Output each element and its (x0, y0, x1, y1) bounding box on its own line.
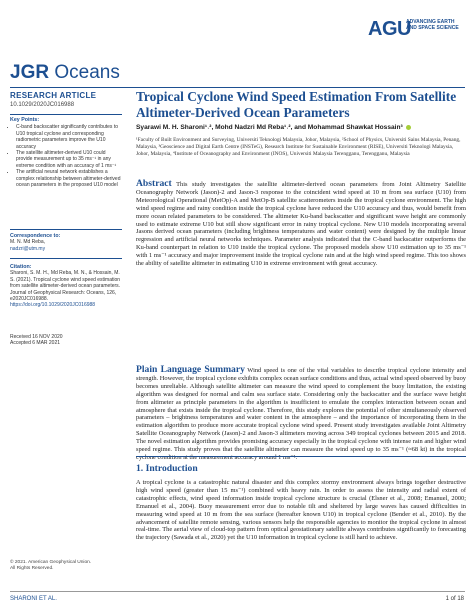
citation-doi-link[interactable]: https://doi.org/10.1029/2020JC016988 (10, 302, 96, 309)
correspondence-email[interactable]: nadzri@utm.my (10, 245, 46, 252)
author-list (136, 124, 466, 131)
abstract-text: This study investigates the satellite altimeter-derived ocean parameters from Joint Altimetry Satellite Oceanography Network (Jason)-2 and Jason-3 response to the coincident wind speed at 10 m from sea surface (U10) from Meteorological Operational (MetOp)-A and MetOp-B satellite scatterometers inside the tropical cyclone environment. The high wind speed regime and rainy condition inside the tropical cyclone have reduced the U10 accuracy and thus, would benefit from more ocean related parameters to be considered. The altimeter Ku-band backscatter and significant wave height are commonly used to estimate extreme U10 but still show significant error in rainy tropical cyclone. New U10 models incorporating several Jasons derived ocean parameters (including brightness temperatures and water content) were designed by the multiple linear regression and artificial neural networks techniques. Parameter analysis indicated that the C-band backscatter outperforms the Ku-band counterpart in relation to U10 inside the tropical cyclone. The proposed models show U10 estimation up to 35 ms⁻¹ with 1 ms⁻¹ accuracy and major improvement inside the tropical cyclone rain and at the high wind speed regime. This too shows the ability of satellite altimeter in estimating U10 in extreme environment with great accuracy. (136, 181, 466, 268)
copyright (10, 560, 122, 572)
agu-logo (368, 10, 468, 46)
journal-name-rest: Oceans (49, 62, 120, 83)
abstract-heading: Abstract (136, 178, 172, 189)
abstract (136, 180, 466, 268)
article-doi[interactable]: 10.1029/2020JC016988 (10, 102, 75, 108)
article-title: Tropical Cyclone Wind Speed Estimation From Satellite Altimeter-Derived Ocean Parameters (136, 89, 457, 120)
dates (10, 334, 122, 347)
citation-heading: Citation: (10, 264, 32, 270)
article-type: RESEARCH ARTICLE (10, 91, 97, 100)
section-heading-introduction: 1. Introduction (136, 463, 198, 474)
citation (10, 264, 122, 309)
list-item: • C-band backscatter significantly contributes to U10 tropical cyclone and corresponding radiometric parameters improve the U10 accuracy (16, 124, 122, 150)
correspondence (10, 233, 122, 252)
journal-name-bold: JGR (10, 62, 50, 83)
agu-logo-subtitle: ADVANCING EARTH AND SPACE SCIENCE (406, 19, 459, 31)
introduction-text: A tropical cyclone is a catastrophic natural disaster and this complex stormy environment always brings together destructive high wind speed (greater than 15 ms⁻¹) combined with heavy rain. In order to assess the intensity and radial extent of catastrophic effects, wind speed information inside tropical cyclone structure is crucial (Elsner et al., 2008; Emanuel, 2000; Emanuel et al., 2004). Buoy measurement error due to notable tilt and sheltered by large waves has caused difficulties in measuring wind speed at 10 m from the sea surface (hereafter known U10) in tropical cyclone (Bender et al., 2010). By the advancement of satellite remote sensing, various sensors help the responsible agencies to monitor the tropical cyclone in almost real-time. The aerial view of cloud-top pattern from optical geostationary satellite always contributes significantly to forecasting the trajectory (Sawada et al., 2020) yet the U10 information in tropical cyclone is still hard to achieve. (136, 479, 466, 542)
plain-language-summary (136, 366, 466, 462)
orcid-icon[interactable] (406, 125, 411, 130)
header-divider (10, 87, 465, 88)
list-item: • The satellite altimeter-derived U10 could provide measurement up to 35 ms⁻¹ in any extreme condition with an accuracy of 1 ms⁻¹ (16, 150, 122, 169)
key-points-heading: Key Points: (10, 117, 40, 123)
sidebar-divider (10, 258, 122, 259)
citation-text: Sharoni, S. M. H., Md Reba, M. N., & Hossain, M. S. (2021). Tropical cyclone wind speed estimation from satellite altimeter-derived ocean parameters. Journal of Geophysical Research: Oceans, 126, e2020JC016988. (10, 270, 121, 303)
pls-text: Wind speed is one of the vital variables to describe tropical cyclone intensity and strength. However, the tropical cyclone exhibits complex ocean surface conditions and thus, actual wind speed observed by buoy becomes unreliable. Although satellite altimeter can measure the wind speed to complement the buoy limitation, the existing algorithm was designed for normal and calm sea surface state. Considering only the backscatter and the surface wave height from altimeter as principle parameters in the algorithm is insufficient to emulate the complex interaction between ocean and atmosphere that exists inside the tropical cyclone. Therefore, this study explores the potential of other simultaneously observed parameters – brightness temperatures and water content in the atmosphere – and the importance of incorporating them in the estimation algorithm to produce more accurate tropical cyclone wind speed. Present study investigates available Joint Altimetry Satellite Oceanography Network (Jason)-2 and Jason-3 altimeters moving across 349 tropical cyclones between 2015 and 2018. The novel estimation algorithm provides promising accuracy especially in the tropical cyclone with intense rain and higher wind speed regime. This study proves that the satellite altimeter can measure the wind speed up to 35 ms⁻¹ (≈68 kt) in the tropical cyclone condition at the measurement accuracy around 1 ms⁻¹. (136, 367, 466, 461)
key-points (10, 117, 122, 188)
affiliations: ¹Faculty of Built Environment and Surveying, Universiti Teknologi Malaysia, Johor, Malaysia, ²School of Physics, Universiti Sains Malaysia, Penang, Malaysia, ³Geoscience and Digital Earth Centre (INSTeG), Research Institute for Sustainable Environment (RISE), Universiti Teknologi Malaysia, Johor, Malaysia, ⁴Institute of Oceanography and Environment (INOS), Universiti Malaysia Terengganu, Terengganu, Malaysia (136, 137, 461, 157)
author-names: Syarawi M. H. Sharoni¹˒², Mohd Nadzri Md Reba¹˒², and Mohammad Shawkat Hossain³ (136, 124, 403, 131)
sidebar-divider (10, 114, 122, 115)
key-points-list (10, 124, 122, 188)
page-number: 1 of 18 (445, 596, 464, 602)
received-date: Received 16 NOV 2020 (10, 334, 63, 340)
journal-name (10, 62, 120, 84)
correspondence-name: M. N. Md Reba, (10, 239, 46, 246)
section-divider (136, 456, 466, 457)
footer-divider (10, 591, 465, 592)
accepted-date: Accepted 6 MAR 2021 (10, 340, 61, 347)
correspondence-heading: Correspondence to: (10, 233, 61, 239)
sidebar-divider (10, 229, 122, 230)
pls-heading: Plain Language Summary (136, 364, 245, 375)
list-item: • The artificial neural network establishes a complex relationship between altimeter-derived ocean parameters in the proposed U10 model (16, 169, 122, 188)
footer-authors: SHARONI ET AL. (10, 596, 57, 602)
copyright-line: All Rights Reserved. (10, 566, 54, 571)
copyright-line: © 2021. American Geophysical Union. (10, 560, 92, 565)
agu-logo-mark: AGU (368, 18, 411, 40)
